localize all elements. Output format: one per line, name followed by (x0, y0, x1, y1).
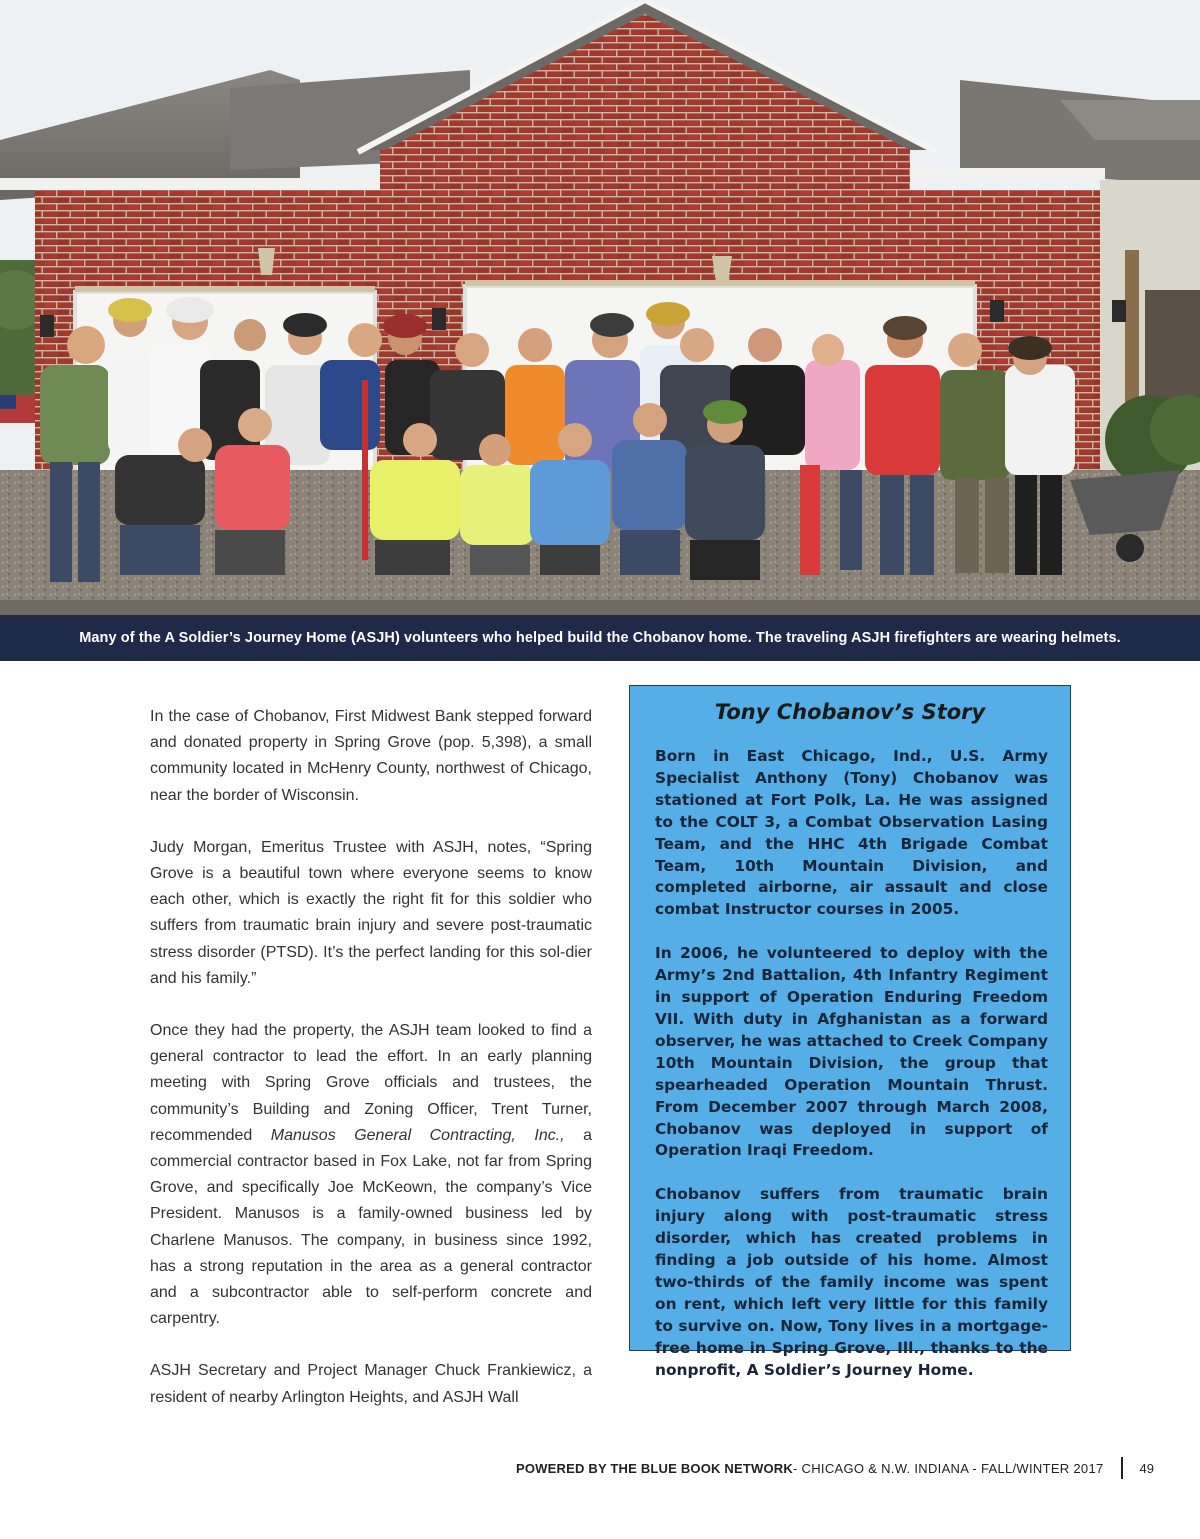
footer-divider (1121, 1457, 1123, 1479)
article-paragraph-4: ASJH Secretary and Project Manager Chuck Frankiewicz, a resident of nearby Arlington Heights, and ASJH Wall (150, 1362, 592, 1406)
photo-caption: Many of the A Soldier’s Journey Home (ASJH) volunteers who helped build the Chobanov home. The traveling ASJH firefighters are wearing helmets. (79, 630, 1121, 646)
article-paragraph-3-tail: a commercial contractor based in Fox Lake, not far from Spring Grove, and specifically Joe McKeown, the company’s Vice President. Manusos is a family-owned business led by Charlene Manusos. The company, in business since 1992, has a strong reputation in the area as a general contractor and a subcontractor able to self-perform concrete and carpentry. (150, 1126, 593, 1328)
sidebar-paragraph-3: Chobanov suffers from traumatic brain injury along with post-traumatic stress disorder, which has created problems in finding a job outside of his home. Almost two-thirds of the family income was spent on rent, which left very little for this family to survive on. Now, Tony lives in a mortgage-free home in Spring Grove, Ill., thanks to the nonprofit, A Soldier’s Journey Home. (655, 1185, 1048, 1379)
sidebar-body (655, 746, 1048, 1403)
sidebar-title: Tony Chobanov’s Story (714, 700, 986, 724)
story-sidebar (629, 685, 1071, 1379)
article-paragraph-3 (150, 1018, 592, 1332)
article-column (150, 704, 592, 1437)
photo-caption-bar (0, 615, 1200, 661)
footer-brand: POWERED BY THE BLUE BOOK NETWORK (515, 1460, 793, 1476)
footer-publication: - CHICAGO & N.W. INDIANA - FALL/WINTER 2017 (793, 1460, 1104, 1476)
group-photo (0, 0, 1200, 615)
sidebar-paragraph-2: In 2006, he volunteered to deploy with the Army’s 2nd Battalion, 4th Infantry Regiment in support of Operation Enduring Freedom VII. With duty in Afghanistan as a forward observer, he was attached to Creek Company 10th Mountain Division, the group that spearheaded Operation Mountain Thrust. From December 2007 through March 2008, Chobanov was deployed in support of Operation Iraqi Freedom. (655, 944, 1048, 1160)
contractor-name: Manusos General Contracting, Inc., (270, 1126, 565, 1144)
article-paragraph-1: In the case of Chobanov, First Midwest Bank stepped forward and donated property in Spring Grove (pop. 5,398), a small community located in McHenry County, northwest of Chicago, near the border of Wisconsin. (150, 708, 592, 804)
page-number: 49 (1139, 1460, 1154, 1476)
article-paragraph-2: Judy Morgan, Emeritus Trustee with ASJH, notes, “Spring Grove is a beautiful town where everyone seems to know each other, which is exactly the right fit for this soldier who suffers from traumatic brain injury and severe post-traumatic stress disorder (PTSD). It’s the perfect landing for this sol-dier and his family.” (150, 838, 592, 987)
house-and-volunteers-illustration (0, 0, 1200, 615)
sidebar-paragraph-1: Born in East Chicago, Ind., U.S. Army Specialist Anthony (Tony) Chobanov was stationed at Fort Polk, La. He was assigned to the COLT 3, a Combat Observation Lasing Team, and the HHC 4th Brigade Combat Team, 10th Mountain Division, and completed airborne, air assault and close combat Instructor courses in 2005. (655, 747, 1048, 919)
article-paragraph-3-lead: Once they had the property, the ASJH team looked to find a general contractor to lead the effort. In an early planning meeting with Spring Grove officials and trustees, the community’s Building and Zoning Officer, Trent Turner, recommended (150, 1022, 592, 1144)
page-footer (516, 1457, 1154, 1479)
